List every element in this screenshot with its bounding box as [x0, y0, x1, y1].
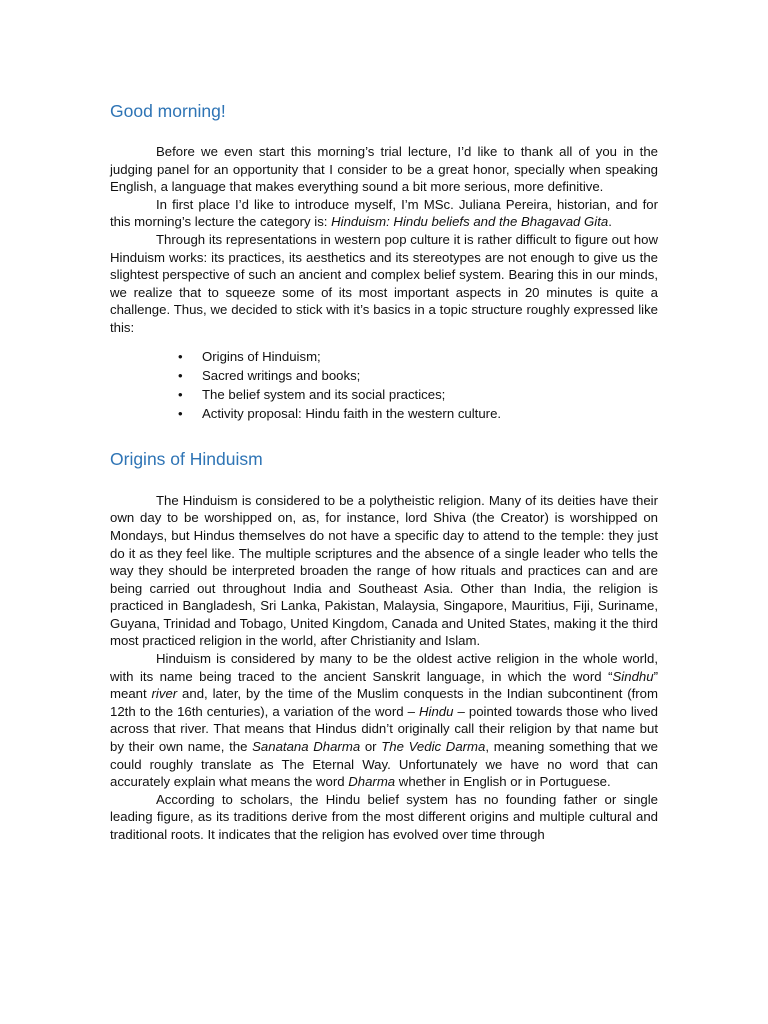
list-item — [178, 347, 658, 366]
italic-term: Hindu — [419, 703, 454, 719]
text-run: or — [360, 739, 382, 755]
section-heading-origins: Origins of Hinduism — [110, 448, 263, 469]
intro-paragraph-3: Through its representations in western pop culture it is rather difficult to figure out how Hinduism works: its practices, its aesthetics and its stereotypes are not enough to give us the slightest perspective of such an ancient and complex belief system. Bearing this in our minds, we realize that to squeeze some of its most important aspects in 20 minutes is quite a challenge. Thus, we decided to stick with it’s basics in a topic structure roughly expressed like this: — [110, 231, 658, 335]
intro-paragraph-1: Before we even start this morning’s trial lecture, I’d like to thank all of you in the judging panel for an opportunity that I consider to be a great honor, specially when speaking English, a language that makes everything sound a bit more serious, more definitive. — [110, 144, 658, 195]
intro-p2-end: . — [608, 214, 612, 230]
bullet-icon: • — [178, 387, 183, 403]
origins-paragraph-3: According to scholars, the Hindu belief system has no founding father or single leading figure, as its traditions derive from the most different origins and multiple cultural and traditional roots. It indicates that the religion has evolved over time through — [110, 791, 658, 842]
italic-term: Dharma — [348, 774, 396, 790]
text-run: and, later, by the time of the Muslim conquests in the Indian subcontinent (from 12th to the 16th centuries), a variation of the word – — [110, 686, 658, 719]
lecture-category: Hinduism: Hindu beliefs and the Bhagavad Gita — [331, 214, 609, 230]
list-item-text: The belief system and its social practices; — [202, 387, 446, 403]
intro-p2-text: In first place I’d like to introduce myself, I’m MSc. Juliana Pereira, historian, and for this morning’s lecture the category is: — [110, 196, 658, 230]
origins-paragraph-2 — [110, 650, 658, 791]
text-run: Hinduism is considered by many to be the oldest active religion in the whole world, with its name being traced to the ancient Sanskrit language, in which the word “ — [110, 651, 658, 684]
list-item — [178, 366, 658, 385]
bullet-icon: • — [178, 406, 183, 422]
bullet-icon: • — [178, 348, 183, 364]
text-run: whether in English or in Portuguese. — [395, 774, 611, 790]
topic-list — [110, 347, 658, 424]
italic-term: Sanatana Dharma — [252, 739, 361, 755]
italic-term: river — [151, 686, 178, 702]
list-item-text: Activity proposal: Hindu faith in the western culture. — [202, 406, 502, 422]
origins-paragraph-1: The Hinduism is considered to be a polytheistic religion. Many of its deities have their own day to be worshipped on, as, for instance, lord Shiva (the Creator) is worshipped on Mondays, but Hindus themselves do not have a specific day to attend to the temple: they just do it as they feel like. The multiple scriptures and the absence of a single leader who tells the way they should be interpreted broaden the range of how rituals and practices can and are being carried out throughout India and Southeast Asia. Other than India, the religion is practiced in Bangladesh, Sri Lanka, Pakistan, Malaysia, Singapore, Mauritius, Fiji, Suriname, Guyana, Trinidad and Tobago, United Kingdom, Canada and United States, making it the third most practiced religion in the world, after Christianity and Islam. — [110, 492, 658, 649]
greeting-heading: Good morning! — [110, 101, 226, 121]
list-item — [178, 404, 658, 423]
text-run: ” meant — [110, 668, 658, 702]
italic-term: Sindhu — [612, 668, 654, 684]
bullet-icon: • — [178, 367, 183, 383]
list-item-text: Origins of Hinduism; — [202, 348, 321, 364]
italic-term: The Vedic Darma — [381, 739, 486, 755]
list-item-text: Sacred writings and books; — [202, 367, 361, 383]
intro-paragraph-2 — [110, 196, 658, 231]
list-item — [178, 385, 658, 404]
text-run: , meaning something that we could roughly translate as The Eternal Way. Unfortunately we have no word that can accurately explain what means the word — [110, 739, 659, 790]
text-run: – pointed towards those who lived across that river. That means that Hindus didn’t originally call their religion by that name but by their own name, the — [110, 703, 658, 755]
